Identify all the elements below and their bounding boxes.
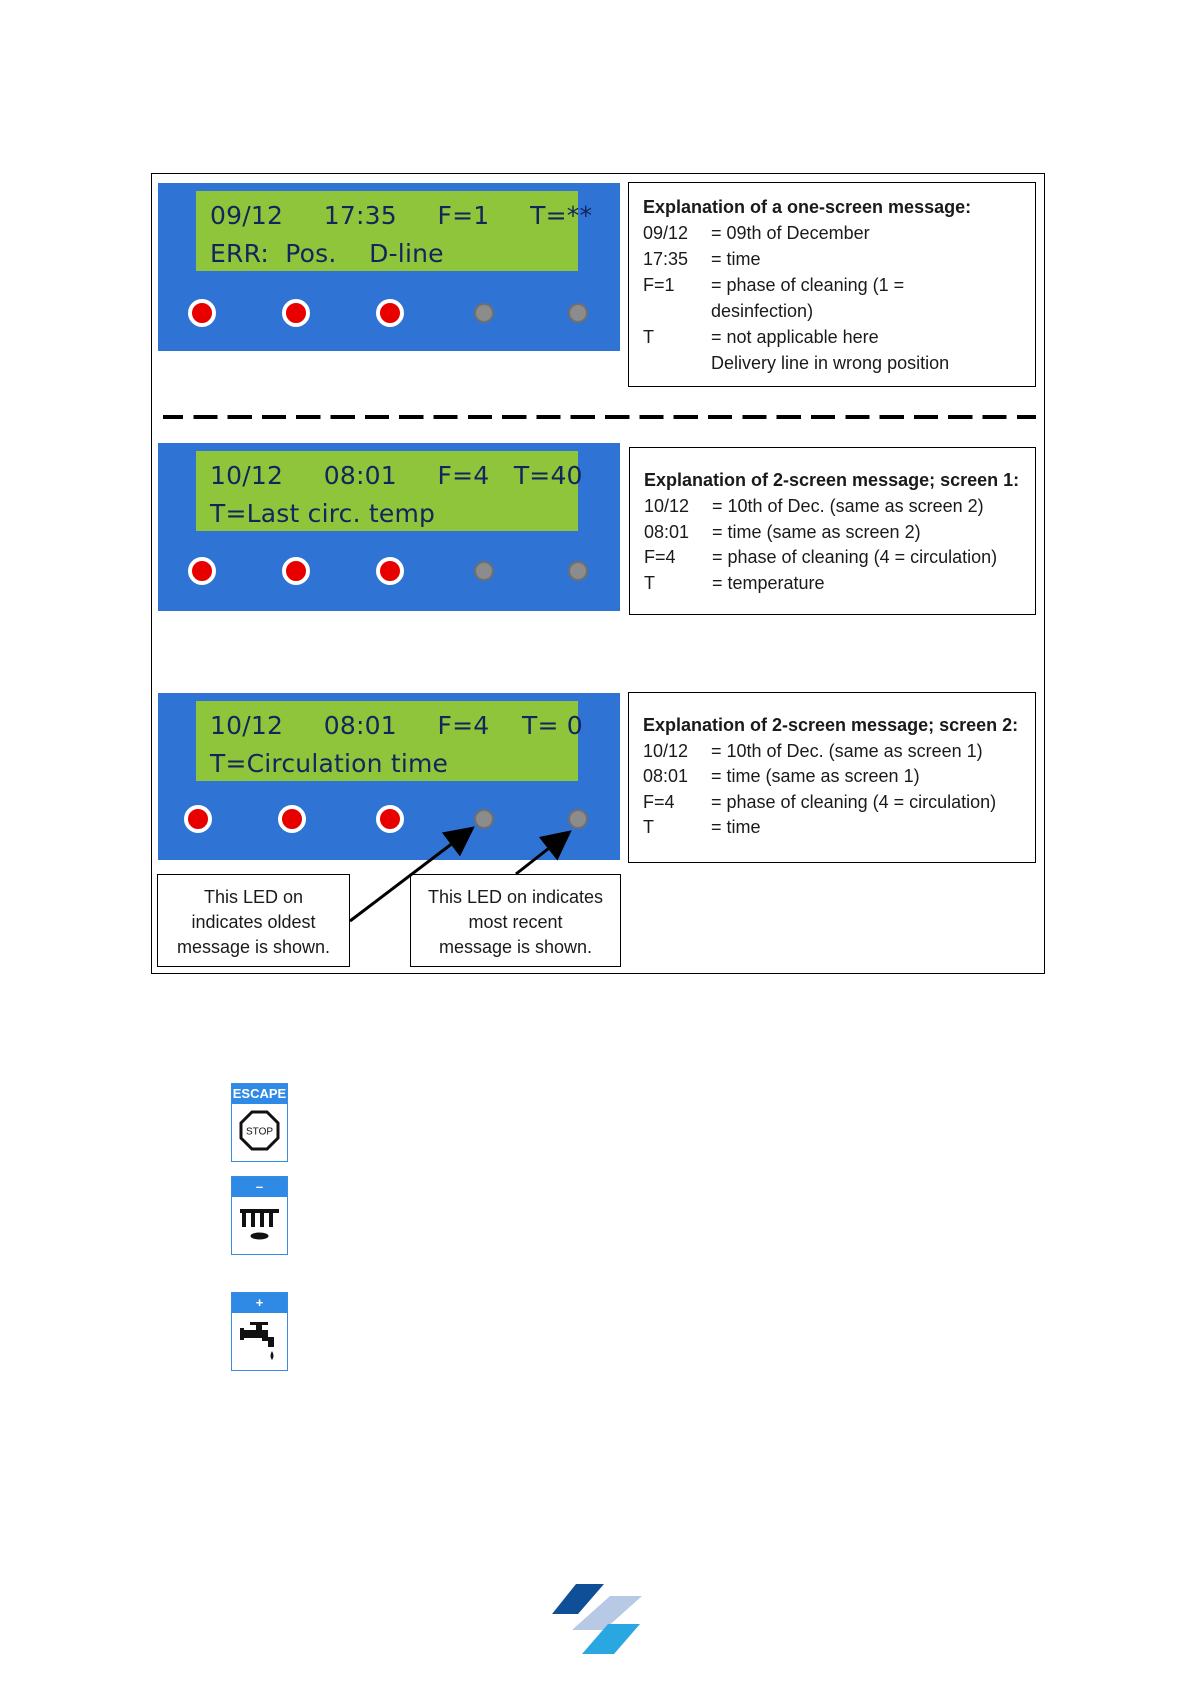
- plus-label: +: [232, 1293, 287, 1313]
- teat-cups-icon: [232, 1197, 287, 1254]
- explanation-title: Explanation of 2-screen message; screen 2:: [643, 715, 1019, 735]
- explanation-row: 09/12 = 09th of December: [643, 223, 870, 243]
- explanation-row: T = not applicable here: [643, 327, 879, 347]
- stop-sign-icon: [232, 1104, 287, 1161]
- explanation-title: Explanation of a one-screen message:: [643, 197, 972, 217]
- explanation-row-continued: Delivery line in wrong position: [711, 353, 950, 373]
- callout-oldest-message: This LED on indicates oldest message is shown.: [157, 874, 350, 967]
- explanation-row: 08:01 = time (same as screen 2): [644, 522, 921, 542]
- callout-recent-message: This LED on indicates most recent message is shown.: [410, 874, 621, 967]
- explanation-row: F=4 = phase of cleaning (4 = circulation): [644, 547, 998, 567]
- plus-button[interactable]: [231, 1292, 288, 1371]
- explanation-row: T = temperature: [644, 573, 825, 593]
- arrow-oldest: [350, 830, 470, 921]
- explanation-row-continued: desinfection): [711, 301, 814, 321]
- minus-button[interactable]: [231, 1176, 288, 1255]
- svg-text:STOP: STOP: [245, 1126, 274, 1138]
- escape-button[interactable]: [231, 1083, 288, 1162]
- explanation-row: T = time: [643, 817, 761, 837]
- company-logo-icon: [552, 1580, 652, 1660]
- explanation-row: F=4 = phase of cleaning (4 = circulation): [643, 792, 997, 812]
- lcd-line-1: 10/12 08:01 F=4 T=40: [210, 461, 583, 490]
- lcd-line-1: 10/12 08:01 F=4 T= 0: [210, 711, 583, 740]
- lcd-line-2: ERR: Pos. D-line: [210, 239, 444, 268]
- escape-label: ESCAPE: [232, 1084, 287, 1104]
- water-tap-icon: [232, 1313, 287, 1370]
- arrow-recent: [516, 834, 567, 874]
- explanation-row: F=1 = phase of cleaning (1 =: [643, 275, 905, 295]
- explanation-row: 08:01 = time (same as screen 1): [643, 766, 920, 786]
- lcd-line-2: T=Last circ. temp: [210, 499, 436, 528]
- explanation-title: Explanation of 2-screen message; screen 1:: [644, 470, 1020, 490]
- explanation-row: 10/12 = 10th of Dec. (same as screen 1): [643, 741, 983, 761]
- explanation-row: 10/12 = 10th of Dec. (same as screen 2): [644, 496, 984, 516]
- lcd-line-1: 09/12 17:35 F=1 T=**: [210, 201, 593, 230]
- minus-label: –: [232, 1177, 287, 1197]
- lcd-line-2: T=Circulation time: [210, 749, 449, 778]
- explanation-row: 17:35 = time: [643, 249, 761, 269]
